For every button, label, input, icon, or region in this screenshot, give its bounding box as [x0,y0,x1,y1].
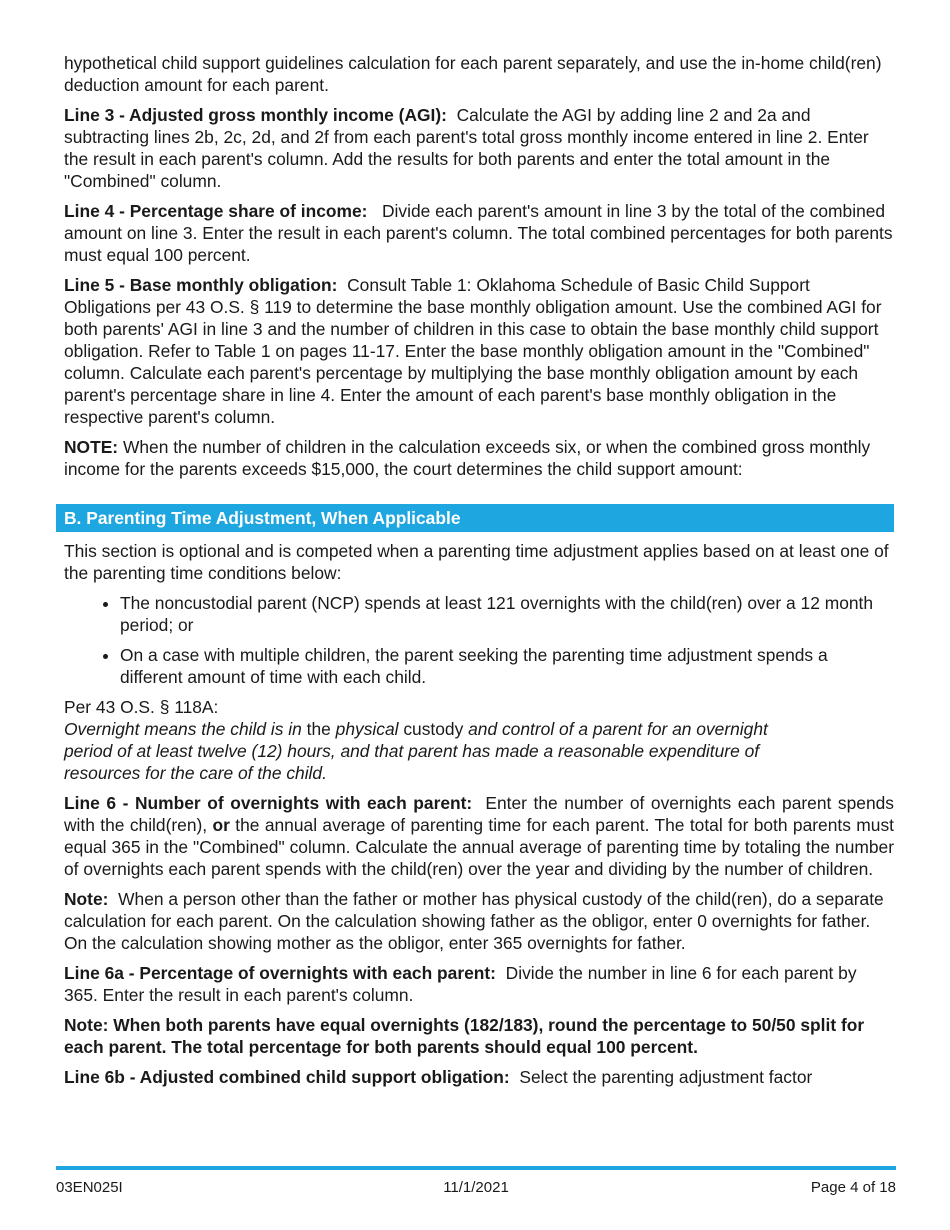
list-item: • The noncustodial parent (NCP) spends at least 121 overnights with the child(ren) over a 12 month period; or [120,592,894,636]
footer-date: 11/1/2021 [443,1179,509,1196]
line6b-paragraph [64,1066,894,1088]
document-body [64,52,894,1096]
note1-text: When the number of children in the calculation exceeds six, or when the combined gross monthly income for the parents exceeds $15,000, the court determines the child support amount: [64,437,871,479]
overnight-definition [64,718,784,784]
line4-text: Divide each parent's amount in line 3 by the total of the combined amount on line 3. Enter the result in each parent's column. The total combined percentages for both parents must equal 100 percent. [64,201,893,265]
note3-paragraph: Note: When both parents have equal overnights (182/183), round the percentage to 50/50 split for each parent. The total percentage for both parents should equal 100 percent. [64,1015,865,1057]
definition-part1: Overnight means the child is in [64,719,302,739]
footer-page-number: Page 4 of 18 [810,1179,896,1196]
section-b-heading: B. Parenting Time Adjustment, When Applicable [56,504,894,532]
condition-list [64,592,894,688]
line5-paragraph [64,274,894,428]
note2-label: Note: [64,889,109,909]
line6a-text: Divide the number in line 6 for each parent by 365. Enter the result in each parent's column. [64,963,857,1005]
note1-label: NOTE: [64,437,119,457]
line4-paragraph [64,200,894,266]
intro-paragraph: hypothetical child support guidelines calculation for each parent separately, and use the in-home child(ren) deduction amount for each parent. [64,53,882,95]
footer-form-id: 03EN025I [56,1179,123,1196]
footer-divider [56,1166,896,1170]
note2-text: When a person other than the father or mother has physical custody of the child(ren), do a separate calculation for each parent. On the calculation showing father as the obligor, enter 0 overnights for father. On the calculation showing mother as the obligor, enter 365 overnights for father. [64,889,884,953]
line6b-label: Line 6b - Adjusted combined child support obligation: [64,1067,510,1087]
line6-or: or [212,815,230,835]
line6-label: Line 6 - Number of overnights with each parent: [64,793,473,813]
line6-text-a: Enter the number of overnights each parent spends with the child(ren), [64,793,894,835]
line3-text: Calculate the AGI by adding line 2 and 2a and subtracting lines 2b, 2c, 2d, and 2f from each parent's total gross monthly income entered in line 2. Enter the result in each parent's column. Add the results for both parents and enter the total amount in the "Combined" column. [64,105,869,191]
line6a-label: Line 6a - Percentage of overnights with each parent: [64,963,496,983]
definition-part5: and control of a parent for an overnight period of at least twelve (12) hours, and that parent has made a reasonable expenditure of resources for the care of the child. [64,719,768,783]
section-b-intro: This section is optional and is competed when a parenting time adjustment applies based on at least one of the parenting time conditions below: [64,541,889,583]
page-footer [56,1179,896,1199]
line3-paragraph [64,104,894,192]
statute-reference: Per 43 O.S. § 118A: [64,697,219,717]
line3-label: Line 3 - Adjusted gross monthly income (AGI): [64,105,447,125]
definition-part4: custody [403,719,464,739]
line5-text: Consult Table 1: Oklahoma Schedule of Basic Child Support Obligations per 43 O.S. § 119 to determine the base monthly obligation amount. Use the combined AGI for both parents' AGI in line 3 and the number of children in this case to obtain the base monthly child support obligation. Refer to Table 1 on pages 11-17. Enter the base monthly obligation amount in the "Combined" column. Calculate each parent's percentage by multiplying the base monthly obligation amount by each parent's percentage share in line 4. Enter the amount of each parent's base monthly obligation in the respective parent's column. [64,275,882,427]
line5-label: Line 5 - Base monthly obligation: [64,275,338,295]
line6a-paragraph [64,962,894,1006]
note1-paragraph [64,436,894,480]
line4-label: Line 4 - Percentage share of income: [64,201,368,221]
definition-part3: physical [335,719,399,739]
list-item: • On a case with multiple children, the parent seeking the parenting time adjustment spends a different amount of time with each child. [120,644,894,688]
note2-paragraph [64,888,894,954]
line6-text-b: the annual average of parenting time for each parent. The total for both parents must equal 365 in the "Combined" column. Calculate the annual average of parenting time by totaling the number of overnights each parent spends with the child(ren) over the year and dividing by the number of children. [64,815,894,879]
line6b-text: Select the parenting adjustment factor [519,1067,813,1087]
definition-part2: the [306,719,331,739]
line6-paragraph [64,792,894,880]
